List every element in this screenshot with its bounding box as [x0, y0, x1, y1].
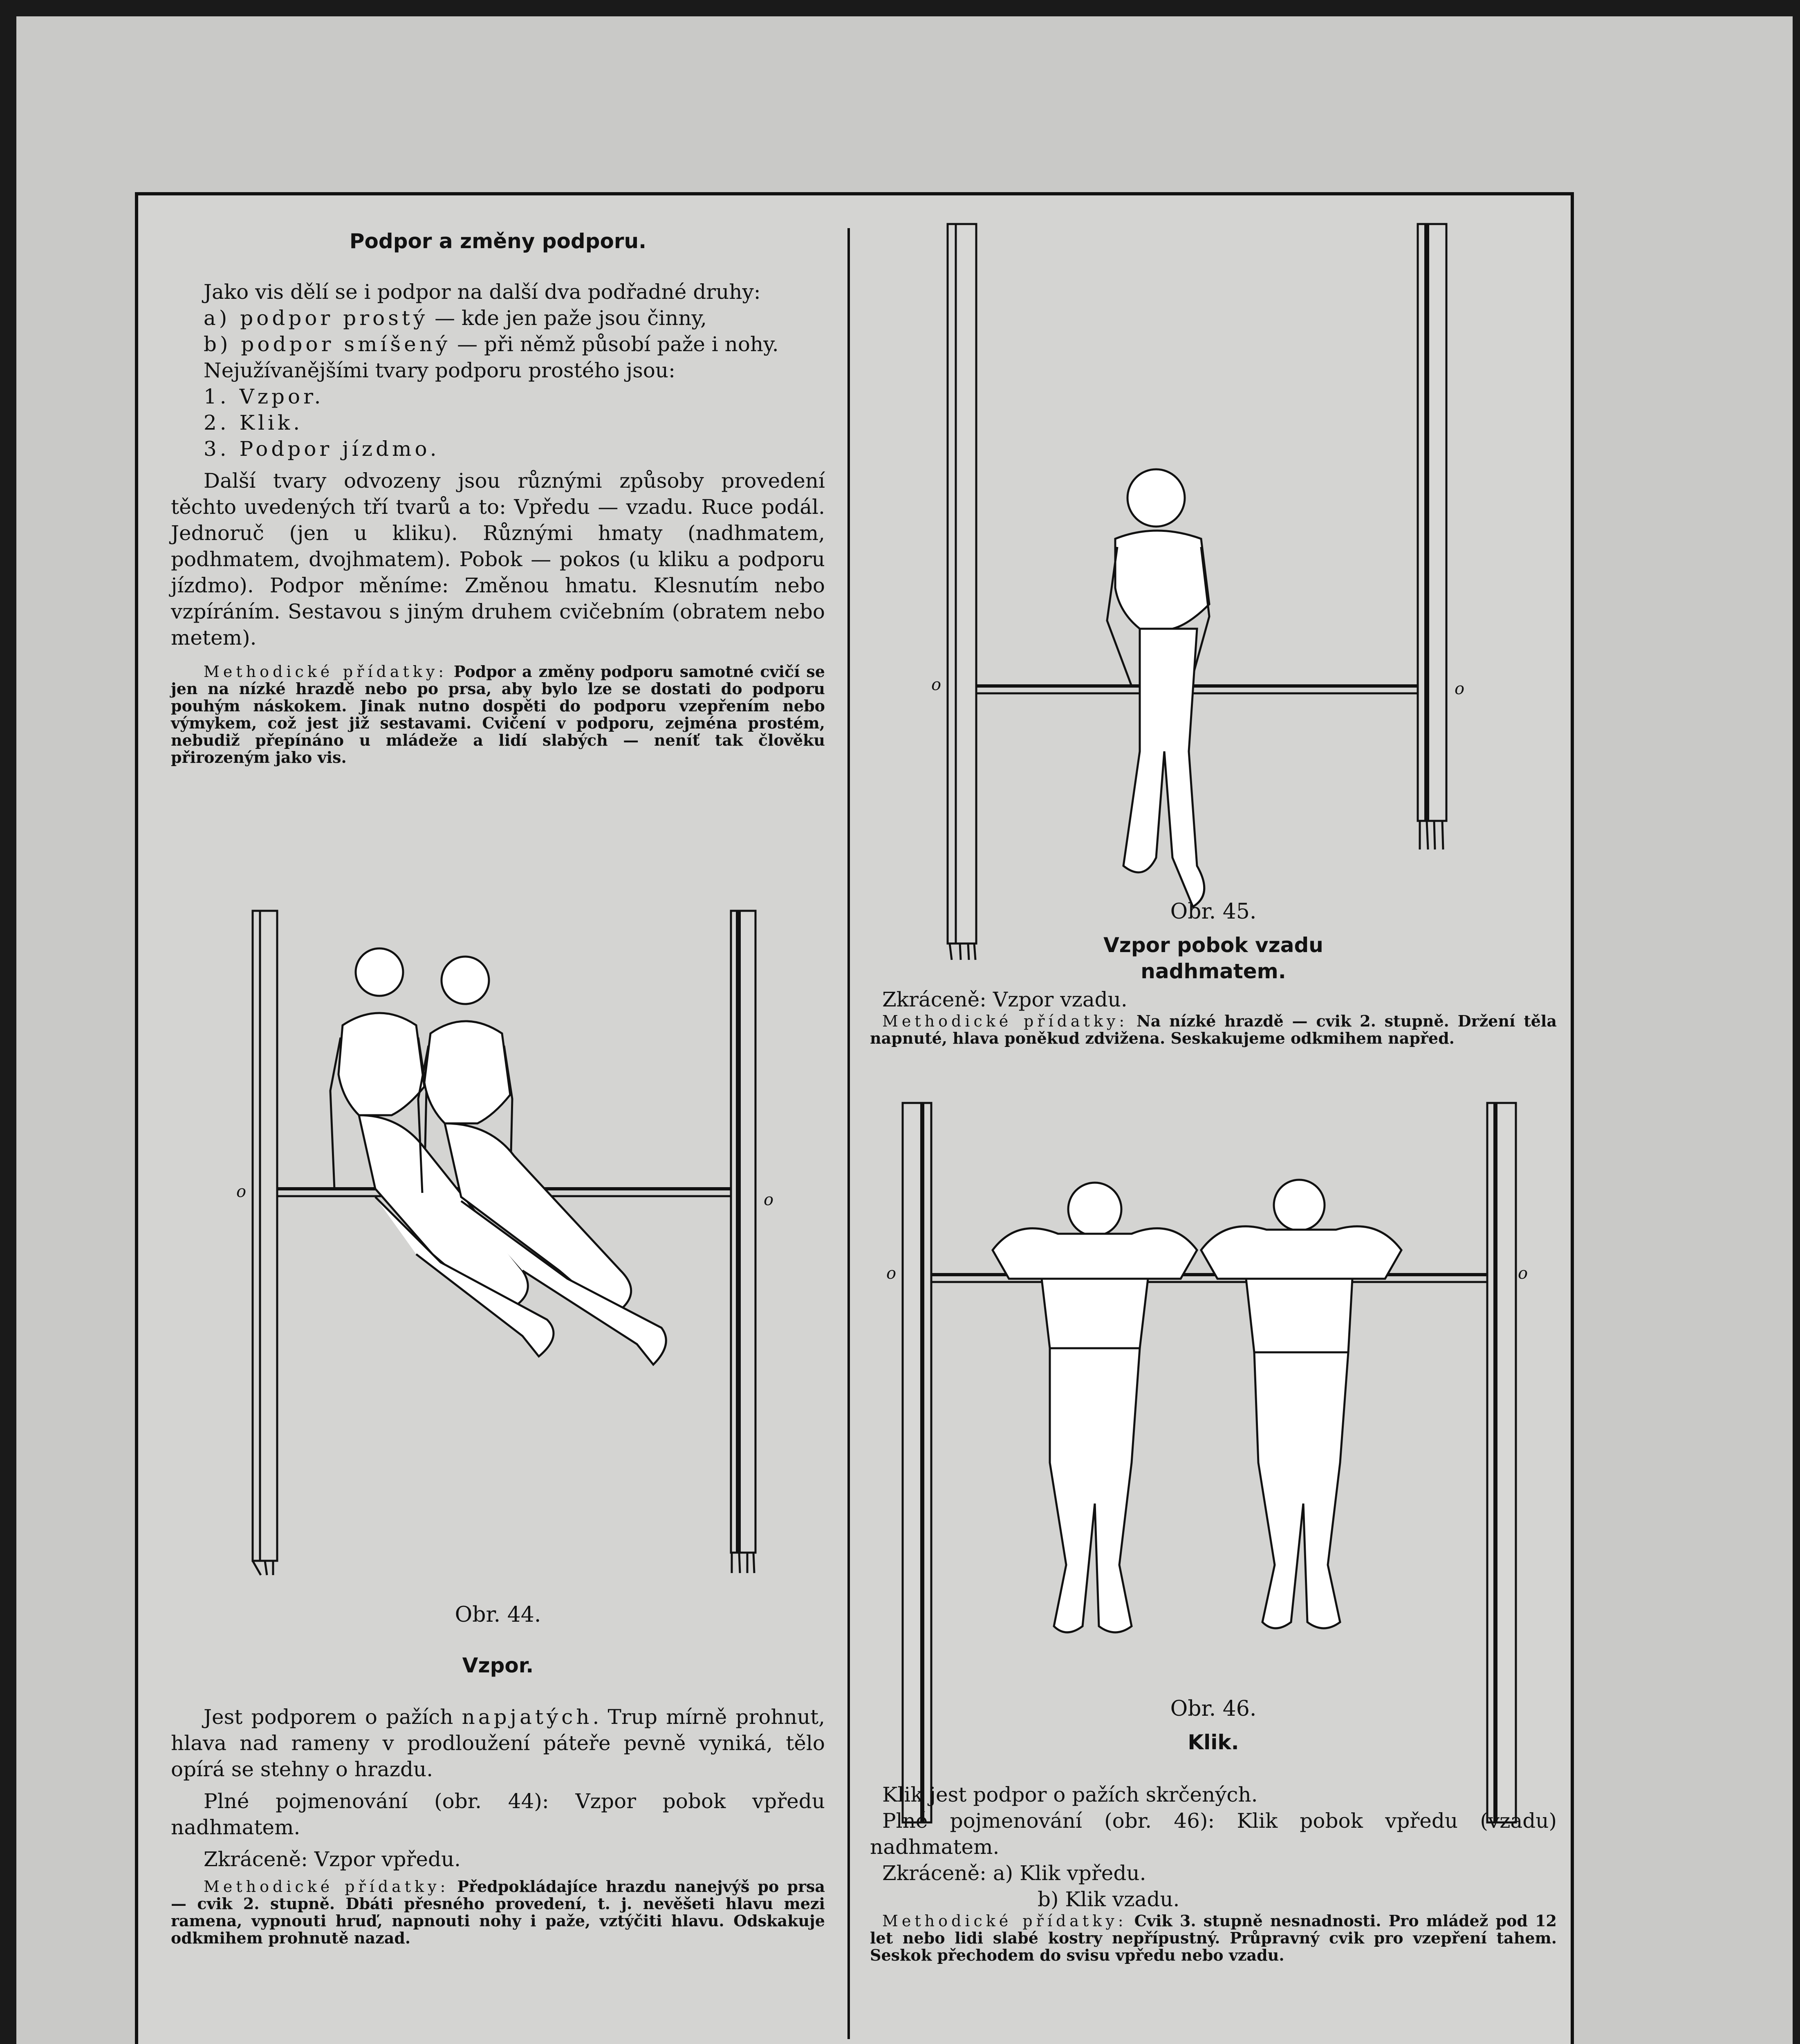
fig44-description: Jest podporem o pažích napjatých. Trup mírně prohnut, hlava nad rameny v prodloužení páteře pevně vyniká, tělo opírá se stehny o hrazdu.: [171, 1705, 825, 1781]
figure-45-title-line1: Vzpor pobok vzadu: [1103, 933, 1323, 957]
fig46-short-a: Zkráceně: a) Klik vpředu.: [882, 1861, 1146, 1885]
figure-44-text: [171, 1704, 825, 1947]
figure-44-number: Obr. 44.: [455, 1602, 541, 1627]
fig46-description: Klik jest podpor o pažích skrčených.: [882, 1783, 1258, 1806]
form-item: 1. Vzpor.: [204, 385, 324, 408]
figure-44-illustration: [212, 903, 805, 1577]
fig45-method-notes: Methodické přídatky: Na nízké hrazdě — cvik 2. stupně. Držení těla napnuté, hlava poněkud zdvižena. Seskakujeme odkmihem napřed.: [870, 1012, 1557, 1047]
figure-44-caption: [171, 1602, 825, 1679]
fig44-bar-mark-left: o: [236, 1182, 247, 1201]
scan-border-right: [1793, 0, 1800, 2044]
figure-44-title: Vzpor.: [462, 1654, 534, 1677]
fig45-bar-mark-right: o: [1455, 679, 1465, 698]
scan-border-left: [0, 0, 16, 2044]
section-intro-block: [171, 228, 825, 766]
fig46-method-notes: Methodické přídatky: Cvik 3. stupně nesnadnosti. Pro mládež pod 12 let nebo lidi slabé kostry nepřípustný. Průpravný cvik pro vzepření tahem. Seskok přechodem do svisu vpředu nebo vzadu.: [870, 1912, 1557, 1964]
figure-45-illustration: [927, 220, 1491, 964]
fig46-bar-mark-left: o: [886, 1264, 897, 1283]
figure-45-caption: [870, 899, 1557, 984]
figure-45-text: [870, 986, 1557, 1047]
fig44-bar-mark-right: o: [764, 1190, 774, 1209]
fig45-bar-mark-left: o: [931, 675, 941, 694]
fig46-full-name: Plné pojmenování (obr. 46): Klik pobok vpředu (vzadu) nadhmatem.: [870, 1809, 1557, 1859]
section-title: Podpor a změny podporu.: [349, 229, 647, 253]
fig44-full-name: Plné pojmenování (obr. 44): Vzpor pobok vpředu nadhmatem.: [171, 1789, 825, 1839]
fig44-method-notes: Methodické přídatky: Předpokládajíce hrazdu nanejvýš po prsa — cvik 2. stupně. Dbáti přesného provedení, t. j. nevěšeti hlavu mezi ramena, vypnouti hruď, napnouti nohy i paže, vztýčiti hlavu. Odskakuje odkmihem prohnutě nazad.: [171, 1877, 825, 1947]
figure-46-caption: [870, 1696, 1557, 1755]
form-item: 2. Klik.: [204, 411, 303, 435]
column-divider: [847, 228, 850, 2039]
scan-border-top: [0, 0, 1800, 16]
figure-45-title-line2: nadhmatem.: [1141, 959, 1286, 983]
fig46-bar-mark-right: o: [1518, 1264, 1528, 1283]
fig45-short-name: Zkráceně: Vzpor vzadu.: [882, 988, 1128, 1011]
common-forms-intro: Nejužívanějšími tvary podporu prostého jsou:: [204, 359, 675, 382]
figure-46-title: Klik.: [1188, 1730, 1239, 1754]
fig44-short-name: Zkráceně: Vzpor vpředu.: [204, 1847, 461, 1871]
type-b-line: b) podpor smíšený — při němž působí paže i nohy.: [204, 332, 779, 356]
form-item: 3. Podpor jízdmo.: [204, 437, 440, 461]
section-method-notes: Methodické přídatky: Podpor a změny podporu samotné cvičí se jen na nízké hrazdě nebo po prsa, aby bylo lze se dostati do podporu pouhým náskokem. Jinak nutno dospěti do podporu vzepřením nebo výmykem, což jest již sestavami. Cvičení v podporu, zejména prostém, nebudiž přepínáno u mládeže a lidí slabých — neníť tak člověku přirozeným jako vis.: [171, 662, 825, 766]
type-a-line: a) podpor prostý — kde jen paže jsou činny,: [204, 306, 707, 330]
intro-paragraph: Jako vis dělí se i podpor na další dva podřadné druhy:: [204, 280, 761, 304]
derived-forms-paragraph: Další tvary odvozeny jsou různými způsoby provedení těchto uvedených tří tvarů a to: Vpředu — vzadu. Ruce podál. Jednoruč (jen u kliku). Různými hmaty (nadhmatem, podhmatem, dvojhmatem). Pobok — pokos (u kliku a podporu jízdmo). Podpor měníme: Změnou hmatu. Klesnutím nebo vzpíráním. Sestavou s jiným druhem cvičebním (obratem nebo metem).: [171, 469, 825, 650]
figure-45-number: Obr. 45.: [1170, 899, 1257, 924]
page-frame: [135, 192, 1574, 2044]
figure-46-text: [870, 1782, 1557, 1964]
fig46-short-b: b) Klik vzadu.: [1038, 1887, 1180, 1911]
figure-46-number: Obr. 46.: [1170, 1697, 1257, 1721]
